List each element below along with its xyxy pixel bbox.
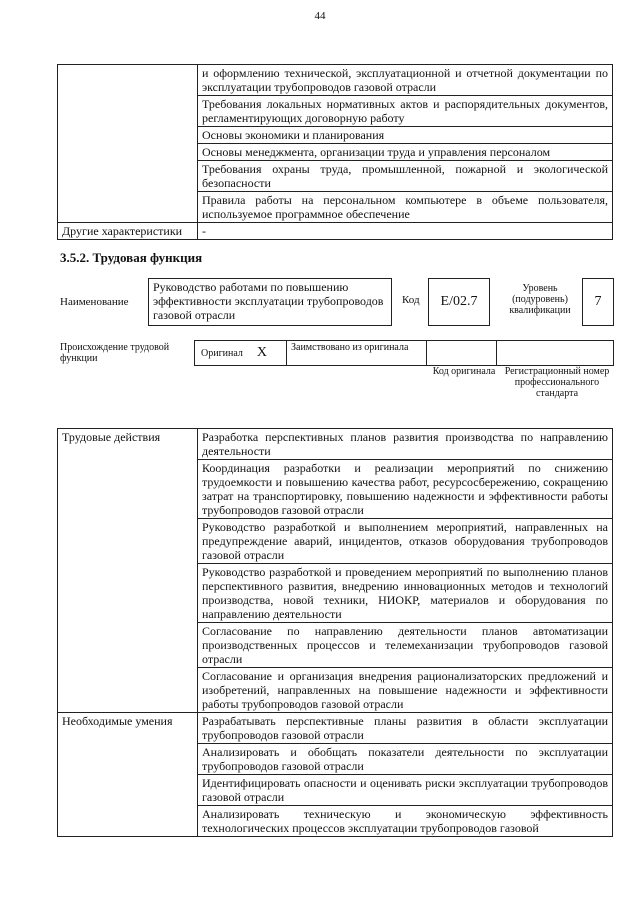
level-label: Уровень (подуровень) квалификации — [509, 283, 571, 316]
skill-item: Разрабатывать перспективные планы развития в области эксплуатации трубопроводов газовой отрасли — [198, 713, 613, 744]
knowledge-item: Требования локальных нормативных актов и распорядительных документов, регламентирующих договорную работу — [198, 96, 613, 127]
code-value: E/02.7 — [440, 294, 478, 309]
code-value-box — [428, 278, 490, 326]
code-label: Код — [402, 294, 420, 306]
reg-number-cell — [497, 341, 613, 365]
borrowed-label: Заимствовано из оригинала — [291, 342, 409, 353]
labor-actions-label: Трудовые действия — [58, 429, 198, 713]
reg-number-caption: Регистрационный номер профессионального стандарта — [504, 366, 610, 399]
function-table — [57, 428, 613, 837]
knowledge-item: Требования охраны труда, промышленной, пожарной и экологической безопасности — [198, 161, 613, 192]
name-label: Наименование — [60, 296, 129, 308]
level-value: 7 — [594, 294, 602, 309]
skill-item: Идентифицировать опасности и оценивать риски эксплуатации трубопроводов газовой отрасли — [198, 775, 613, 806]
original-cell — [195, 341, 287, 365]
skill-item: Анализировать техническую и экономическую эффективность технологических процессов эксплуатации трубопроводов газовой — [198, 806, 613, 837]
labor-action-item: Согласование и организация внедрения рационализаторских предложений и изобретений, направленных на повышение надежности и эффективности работы трубопроводов газовой отрасли — [198, 668, 613, 713]
borrowed-cell — [287, 341, 427, 365]
function-name-box: Руководство работами по повышению эффективности эксплуатации трубопроводов газовой отрасли — [148, 278, 392, 326]
origin-code-cell — [427, 341, 497, 365]
knowledge-item: Основы экономики и планирования — [198, 127, 613, 144]
origin-box — [194, 340, 614, 366]
labor-action-item: Координация разработки и реализации мероприятий по снижению трудоемкости и повышению качества работ, ресурсосбережению, сокращению затрат на транспортировку, повышению надежности и эффективности работы трубопроводов газовой отрасли — [198, 460, 613, 519]
page-number: 44 — [314, 10, 326, 22]
knowledge-item: и оформлению технической, эксплуатационной и отчетной документации по эксплуатации трубопроводов газовой отрасли — [198, 65, 613, 96]
level-value-box — [582, 278, 614, 326]
original-label: Оригинал — [201, 347, 243, 359]
knowledge-item: Правила работы на персональном компьютере в объеме пользователя, используемое программное обеспечение — [198, 192, 613, 223]
origin-code-caption: Код оригинала — [432, 366, 496, 377]
other-characteristics-value: - — [198, 223, 613, 240]
labor-action-item: Руководство разработкой и проведением мероприятий по выполнению планов перспективного развития, внедрению инновационных методов и технологий производства, новой техники, НИОКР, материалов и оборудования по направлению деятельности — [198, 564, 613, 623]
skill-item: Анализировать и обобщать показатели деятельности по эксплуатации трубопроводов газовой отрасли — [198, 744, 613, 775]
knowledge-item: Основы менеджмента, организации труда и управления персоналом — [198, 144, 613, 161]
origin-label: Происхождение трудовой функции — [60, 342, 170, 364]
labor-action-item: Руководство разработкой и выполнением мероприятий, направленных на предупреждение аварий, инцидентов, отказов оборудования трубопроводов газовой отрасли — [198, 519, 613, 564]
knowledge-label-cell — [58, 65, 198, 223]
section-title: 3.5.2. Трудовая функция — [60, 250, 203, 265]
original-mark: X — [256, 345, 268, 360]
knowledge-table — [57, 64, 613, 240]
skills-label: Необходимые умения — [58, 713, 198, 837]
labor-action-item: Разработка перспективных планов развития производства по направлению деятельности — [198, 429, 613, 460]
other-characteristics-label: Другие характеристики — [58, 223, 198, 240]
labor-action-item: Согласование по направлению деятельности планов автоматизации производственных процессов и телемеханизации трубопроводов газовой отрасли — [198, 623, 613, 668]
